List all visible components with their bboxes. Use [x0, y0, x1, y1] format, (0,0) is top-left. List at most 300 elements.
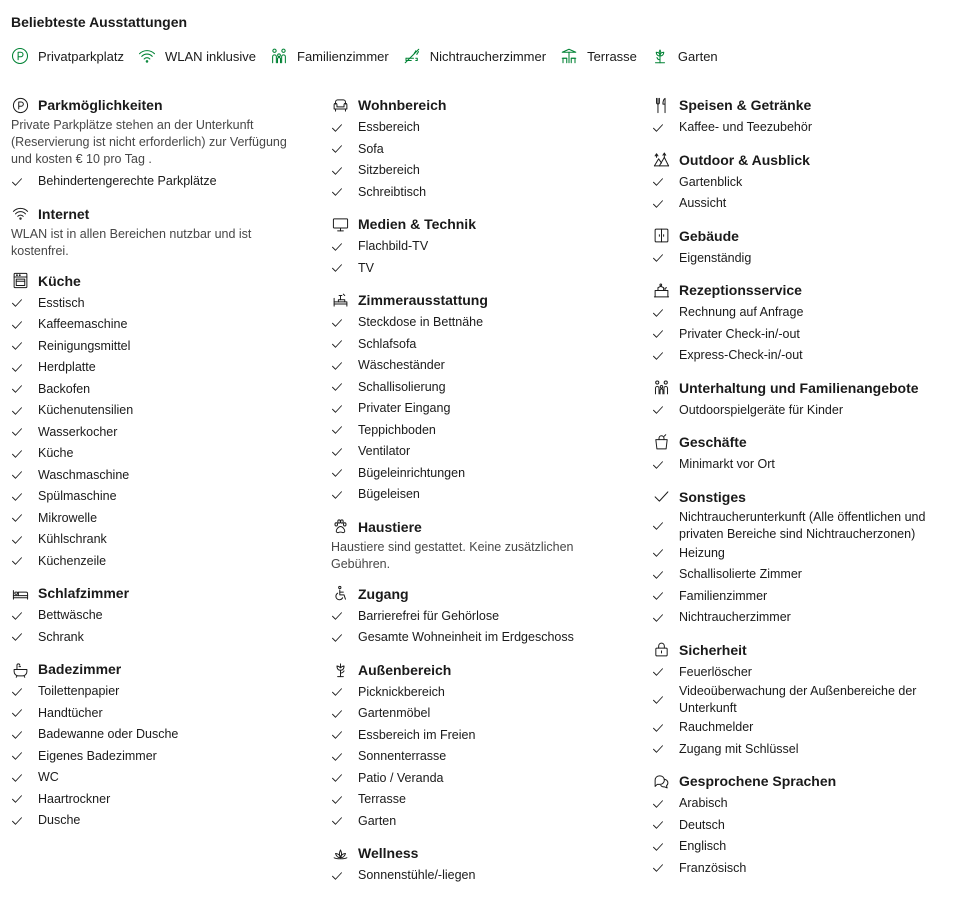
checkmark-icon	[331, 262, 343, 274]
checkmark-icon	[331, 794, 343, 806]
checkmark-icon	[652, 547, 664, 559]
popular-item-garten	[651, 47, 718, 65]
checkmark-icon	[331, 424, 343, 436]
checkmark-icon	[652, 841, 664, 853]
checkmark-icon	[11, 750, 23, 762]
section-header	[652, 487, 952, 507]
checkmark-icon	[652, 819, 664, 831]
checkmark-icon	[652, 569, 664, 581]
list-item	[652, 345, 952, 367]
list-item-label: Videoüberwachung der Außenbereiche der Unterkunft	[679, 684, 917, 715]
list-item	[11, 627, 311, 649]
list-item-label: Schreibtisch	[358, 184, 427, 199]
list-item-label: Teppichboden	[358, 422, 436, 437]
checkmark-icon	[652, 252, 664, 264]
section-gebaeude	[652, 226, 952, 270]
checkmark-icon	[11, 405, 23, 417]
section-title: Rezeptionsservice	[679, 282, 802, 298]
section-internet	[11, 204, 311, 260]
section-schlafzimmer	[11, 583, 311, 648]
list-item	[652, 117, 952, 139]
section-description: Private Parkplätze stehen an der Unterkunft (Reservierung ist nicht erforderlich) zur Verfügung und kosten € 10 pro Tag .	[11, 118, 287, 166]
section-header	[11, 95, 311, 115]
checkmark-icon	[652, 694, 664, 706]
list-item-label: Garten	[358, 813, 397, 828]
list-item	[331, 484, 631, 506]
section-header	[652, 280, 952, 300]
list-item	[11, 681, 311, 703]
popular-facilities	[11, 13, 961, 66]
section-title: Speisen & Getränke	[679, 97, 812, 113]
list-item-label: Privater Eingang	[358, 401, 451, 416]
checkmark-icon	[11, 555, 23, 567]
popular-item-familienzimmer	[270, 47, 389, 65]
list-item	[652, 683, 952, 717]
list-item-label: Haartrockner	[38, 791, 111, 806]
list-item-label: Gartenmöbel	[358, 706, 431, 721]
list-item-label: Schallisolierung	[358, 379, 446, 394]
list-item-label: Mikrowelle	[38, 510, 98, 525]
list-item-label: Arabisch	[679, 796, 728, 811]
section-title: Zimmerausstattung	[358, 292, 488, 308]
list-item	[652, 564, 952, 586]
checkmark-icon	[652, 666, 664, 678]
list-item	[331, 703, 631, 725]
list-item-label: Backofen	[38, 381, 91, 396]
list-item	[331, 312, 631, 334]
list-item	[331, 258, 631, 280]
section-title: Zugang	[358, 585, 409, 602]
checkmark-icon	[652, 862, 664, 874]
checkmark-icon	[652, 590, 664, 602]
checkmark-icon	[331, 632, 343, 644]
facility-list	[652, 117, 952, 139]
popular-item-nichtraucherzimmer	[403, 47, 546, 65]
section-title: Internet	[38, 205, 90, 222]
list-item-label: Küche	[38, 446, 74, 461]
section-title: Gesprochene Sprachen	[679, 773, 837, 789]
list-item-label: Terrasse	[358, 792, 406, 807]
wifi-icon	[138, 47, 156, 65]
list-item-label: Bügeleisen	[358, 487, 420, 502]
section-aussenbereich	[331, 660, 631, 833]
reception-icon	[652, 281, 670, 299]
list-item	[331, 117, 631, 139]
checkmark-icon	[652, 122, 664, 134]
list-item-label: Gesamte Wohneinheit im Erdgeschoss	[358, 630, 574, 645]
list-item-label: Aussicht	[679, 196, 727, 211]
list-item-label: Deutsch	[679, 817, 725, 832]
checkmark-icon	[331, 338, 343, 350]
section-zimmerausstattung	[331, 290, 631, 506]
facility-list	[652, 509, 952, 629]
parking-icon	[11, 47, 29, 65]
list-item-label: Badewanne oder Dusche	[38, 727, 179, 742]
checkmark-icon	[331, 241, 343, 253]
checkmark-icon	[652, 459, 664, 471]
checkmark-icon	[652, 520, 664, 532]
list-item	[652, 815, 952, 837]
list-item	[652, 586, 952, 608]
list-item	[11, 529, 311, 551]
checkmark-icon	[652, 328, 664, 340]
list-item	[11, 767, 311, 789]
checkmark-icon	[331, 772, 343, 784]
facilities-column-2	[331, 95, 631, 898]
checkmark-icon	[11, 297, 23, 309]
section-title: Küche	[38, 272, 81, 289]
section-sonstiges	[652, 487, 952, 629]
list-item	[11, 486, 311, 508]
cutlery-icon	[652, 96, 670, 114]
list-item	[11, 336, 311, 358]
section-title: Gebäude	[679, 227, 739, 244]
room-icon	[331, 291, 349, 309]
section-header	[331, 95, 631, 115]
facility-list	[331, 682, 631, 833]
checkmark-icon	[331, 122, 343, 134]
list-item	[331, 139, 631, 161]
section-description: Haustiere sind gestattet. Keine zusätzlichen Gebühren.	[331, 539, 574, 571]
section-title: Unterhaltung und Familienangebote	[679, 379, 919, 396]
checkmark-icon	[331, 381, 343, 393]
no-smoking-icon	[403, 47, 421, 65]
popular-item-wlan-inklusive	[138, 47, 256, 65]
facility-list	[652, 454, 952, 476]
checkmark-icon	[331, 186, 343, 198]
checkmark-icon	[331, 610, 343, 622]
list-item	[11, 508, 311, 530]
checkmark-icon	[11, 176, 23, 188]
section-title: Medien & Technik	[358, 216, 476, 232]
checkmark-icon	[11, 319, 23, 331]
list-item-label: Esstisch	[38, 295, 85, 310]
list-item-label: Sonnenterrasse	[358, 749, 447, 764]
facility-list	[652, 400, 952, 422]
checkmark-icon	[652, 743, 664, 755]
checkmark-icon	[11, 631, 23, 643]
checkmark-icon	[331, 751, 343, 763]
list-item-label: WC	[38, 770, 59, 785]
section-parkmoeglichkeiten	[11, 95, 311, 193]
facilities-column-1	[11, 95, 311, 843]
list-item-label: Wäscheständer	[358, 358, 445, 373]
checkmark-icon	[652, 307, 664, 319]
checkmark-icon	[11, 686, 23, 698]
section-speisen-getraenke	[652, 95, 952, 139]
section-title: Outdoor & Ausblick	[679, 151, 810, 168]
section-title: Haustiere	[358, 518, 422, 535]
list-item	[331, 182, 631, 204]
list-item-label: Toilettenpapier	[38, 684, 120, 699]
facility-list	[331, 606, 631, 649]
list-item	[11, 400, 311, 422]
list-item	[331, 606, 631, 628]
facility-list	[331, 117, 631, 203]
list-item	[652, 543, 952, 565]
checkmark-icon	[331, 360, 343, 372]
section-badezimmer	[11, 659, 311, 832]
list-item-label: Nichtraucherunterkunft (Alle öffentlichen und privaten Bereiche sind Nichtraucherzonen)	[679, 509, 926, 541]
list-item-label: Eigenständig	[679, 250, 752, 265]
list-item-label: Essbereich im Freien	[358, 727, 476, 742]
checkmark-icon	[331, 165, 343, 177]
list-item	[11, 357, 311, 379]
list-item-label: Ventilator	[358, 444, 411, 459]
list-item-label: Küchenutensilien	[38, 403, 134, 418]
section-header	[652, 640, 952, 660]
facility-list	[11, 293, 311, 573]
terrace-icon	[560, 47, 578, 65]
section-header	[652, 432, 952, 452]
lotus-icon	[331, 844, 349, 862]
list-item	[331, 441, 631, 463]
section-unterhaltung-und-familienangebote	[652, 378, 952, 422]
sofa-icon	[331, 96, 349, 114]
list-item	[11, 703, 311, 725]
list-item	[331, 768, 631, 790]
section-header	[652, 95, 952, 115]
building-icon	[652, 227, 670, 245]
checkmark-icon	[11, 383, 23, 395]
popular-item-label: Terrasse	[587, 48, 637, 64]
list-item	[11, 724, 311, 746]
list-item	[652, 739, 952, 761]
section-medien-technik	[331, 214, 631, 279]
lock-icon	[652, 641, 670, 659]
section-wellness	[331, 843, 631, 887]
facility-list	[652, 302, 952, 367]
section-header	[11, 204, 311, 224]
checkmark-icon	[11, 793, 23, 805]
list-item	[652, 662, 952, 684]
facility-list	[331, 236, 631, 279]
list-item-label: Dusche	[38, 813, 81, 828]
list-item-label: Sitzbereich	[358, 163, 420, 178]
parking-icon	[11, 96, 29, 114]
list-item-label: Bügeleinrichtungen	[358, 465, 466, 480]
section-header	[331, 584, 631, 604]
list-item	[11, 443, 311, 465]
list-item	[11, 379, 311, 401]
family-icon	[270, 47, 288, 65]
facility-list	[652, 248, 952, 270]
landscape-icon	[652, 151, 670, 169]
checkmark-icon	[11, 815, 23, 827]
popular-item-privatparkplatz	[11, 47, 124, 65]
list-item-label: Reinigungsmittel	[38, 338, 131, 353]
family-icon	[652, 379, 670, 397]
popular-item-label: WLAN inklusive	[164, 48, 257, 64]
list-item-label: Behindertengerechte Parkplätze	[38, 174, 217, 189]
list-item	[331, 334, 631, 356]
checkmark-icon	[11, 729, 23, 741]
popular-item-terrasse	[560, 47, 637, 65]
kitchen-icon	[11, 272, 29, 290]
list-item	[331, 682, 631, 704]
section-geschaefte	[652, 432, 952, 476]
list-item-label: Kühlschrank	[38, 532, 107, 547]
section-gesprochene-sprachen	[652, 771, 952, 879]
list-item-label: Schrank	[38, 629, 84, 644]
facilities-column-3	[652, 95, 952, 890]
section-header	[652, 150, 952, 170]
list-item	[652, 193, 952, 215]
speech-bubbles-icon	[652, 772, 670, 790]
list-item-label: Privater Check-in/-out	[679, 326, 800, 341]
checkmark-icon	[11, 448, 23, 460]
list-item-label: Sofa	[358, 141, 384, 156]
list-item	[11, 810, 311, 832]
list-item-label: TV	[358, 260, 374, 275]
list-item-label: Schallisolierte Zimmer	[679, 567, 802, 582]
section-header	[652, 771, 952, 791]
list-item-label: Familienzimmer	[679, 588, 768, 603]
list-item-label: Bettwäsche	[38, 608, 103, 623]
checkmark-icon	[331, 143, 343, 155]
list-item-label: Französisch	[679, 860, 747, 875]
list-item-label: Rechnung auf Anfrage	[679, 305, 804, 320]
list-item-label: Wasserkocher	[38, 424, 118, 439]
list-item-label: Outdoorspielgeräte für Kinder	[679, 402, 843, 417]
list-item	[11, 746, 311, 768]
list-item	[652, 858, 952, 880]
checkmark-icon	[331, 870, 343, 882]
section-header	[331, 214, 631, 234]
list-item-label: Feuerlöscher	[679, 664, 752, 679]
checkmark-icon	[331, 467, 343, 479]
list-item-label: Express-Check-in/-out	[679, 348, 803, 363]
checkmark-icon	[652, 176, 664, 188]
checkmark-icon	[652, 198, 664, 210]
section-header	[11, 271, 311, 291]
list-item-label: Handtücher	[38, 705, 103, 720]
section-wohnbereich	[331, 95, 631, 203]
checkmark-icon	[331, 686, 343, 698]
list-item-label: Rauchmelder	[679, 720, 754, 735]
section-title: Parkmöglichkeiten	[38, 97, 163, 113]
section-description: WLAN ist in allen Bereichen nutzbar und ist kostenfrei.	[11, 226, 252, 258]
list-item	[652, 836, 952, 858]
list-item	[652, 248, 952, 270]
popular-facilities-row	[11, 46, 961, 66]
checkmark-icon	[11, 491, 23, 503]
list-item	[652, 717, 952, 739]
list-item-label: Waschmaschine	[38, 467, 130, 482]
list-item-label: Küchenzeile	[38, 553, 107, 568]
list-item	[652, 400, 952, 422]
facility-list	[11, 171, 311, 193]
checkmark-icon	[331, 317, 343, 329]
list-item	[331, 811, 631, 833]
list-item	[652, 793, 952, 815]
list-item	[331, 160, 631, 182]
facility-list	[11, 681, 311, 832]
section-header	[11, 583, 311, 603]
facility-list	[652, 793, 952, 879]
list-item	[652, 302, 952, 324]
list-item	[331, 377, 631, 399]
list-item	[652, 454, 952, 476]
popular-item-label: Privatparkplatz	[38, 48, 124, 64]
list-item	[652, 172, 952, 194]
facility-list	[331, 312, 631, 506]
checkmark-icon	[652, 612, 664, 624]
list-item	[11, 551, 311, 573]
checkmark-icon	[11, 772, 23, 784]
section-header	[652, 226, 952, 246]
section-header	[331, 517, 631, 537]
bed-icon	[11, 584, 29, 602]
list-item	[331, 398, 631, 420]
list-item	[11, 465, 311, 487]
section-header	[11, 659, 311, 679]
list-item	[331, 627, 631, 649]
section-header	[331, 290, 631, 310]
section-title: Schlafzimmer	[38, 585, 130, 601]
list-item	[652, 607, 952, 629]
list-item	[331, 725, 631, 747]
list-item-label: Kaffeemaschine	[38, 317, 128, 332]
list-item	[331, 355, 631, 377]
checkmark-icon	[331, 708, 343, 720]
checkmark-icon	[331, 403, 343, 415]
list-item-label: Kaffee- und Teezubehör	[679, 120, 812, 135]
popular-facilities-title: Beliebteste Ausstattungen	[11, 14, 188, 30]
shopping-bag-icon	[652, 433, 670, 451]
checkmark-icon	[652, 404, 664, 416]
list-item	[331, 236, 631, 258]
section-title: Sonstiges	[679, 488, 746, 505]
checkmark-icon	[11, 362, 23, 374]
checkmark-icon	[11, 534, 23, 546]
facility-list	[331, 865, 631, 887]
section-header	[331, 660, 631, 680]
section-title: Badezimmer	[38, 661, 122, 677]
section-rezeptionsservice	[652, 280, 952, 367]
section-title: Wellness	[358, 845, 419, 861]
facility-list	[652, 662, 952, 761]
checkmark-icon	[652, 798, 664, 810]
list-item-label: Patio / Veranda	[358, 770, 444, 785]
section-header	[652, 378, 952, 398]
checkmark-icon	[11, 340, 23, 352]
section-title: Außenbereich	[358, 661, 452, 678]
wifi-icon	[11, 205, 29, 223]
list-item-label: Picknickbereich	[358, 684, 445, 699]
checkmark-icon	[331, 815, 343, 827]
checkmark-icon	[11, 512, 23, 524]
list-item	[11, 422, 311, 444]
checkmark-icon	[652, 722, 664, 734]
section-header	[331, 843, 631, 863]
checkmark-icon	[331, 489, 343, 501]
list-item	[331, 865, 631, 887]
list-item-label: Zugang mit Schlüssel	[679, 741, 799, 756]
list-item-label: Herdplatte	[38, 360, 96, 375]
paw-icon	[331, 518, 349, 536]
list-item-label: Sonnenstühle/-liegen	[358, 868, 476, 883]
bath-icon	[11, 660, 29, 678]
garden-icon	[651, 47, 669, 65]
checkmark-icon	[11, 426, 23, 438]
popular-item-label: Familienzimmer	[297, 48, 389, 64]
section-outdoor-ausblick	[652, 150, 952, 215]
facility-list	[652, 172, 952, 215]
list-item	[652, 324, 952, 346]
tv-icon	[331, 215, 349, 233]
list-item	[331, 789, 631, 811]
